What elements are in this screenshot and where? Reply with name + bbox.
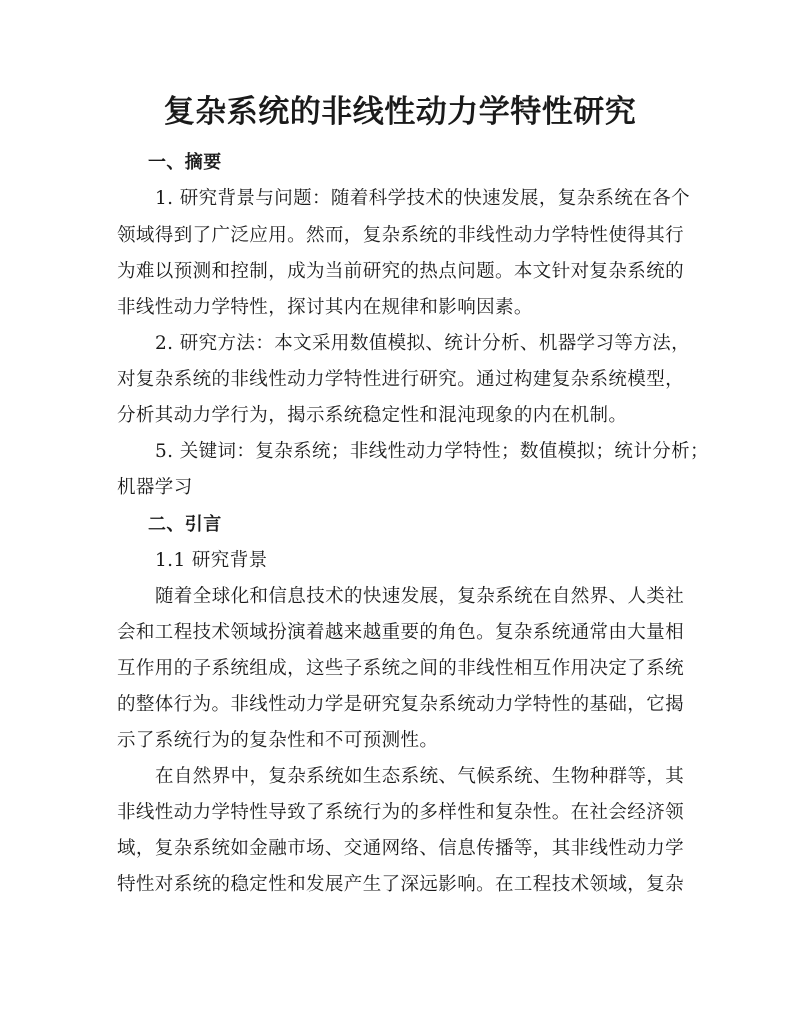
section-heading-intro: 二、引言 bbox=[148, 514, 222, 535]
abstract-p2-line: 2. 研究方法：本文采用数值模拟、统计分析、机器学习等方法， bbox=[155, 333, 691, 354]
keywords-line: 机器学习 bbox=[117, 477, 193, 498]
abstract-p1-line: 非线性动力学特性，探讨其内在规律和影响因素。 bbox=[117, 297, 533, 318]
subsection-heading: 1.1 研究背景 bbox=[155, 550, 268, 571]
abstract-p2-line: 分析其动力学行为，揭示系统稳定性和混沌现象的内在机制。 bbox=[117, 405, 628, 426]
intro-p1-line: 的整体行为。非线性动力学是研究复杂系统动力学特性的基础，它揭 bbox=[117, 694, 685, 715]
section-heading-abstract: 一、摘要 bbox=[148, 152, 222, 173]
intro-p1-line: 互作用的子系统组成，这些子系统之间的非线性相互作用决定了系统 bbox=[117, 658, 685, 679]
intro-p2-line: 域，复杂系统如金融市场、交通网络、信息传播等，其非线性动力学 bbox=[117, 838, 685, 859]
intro-p1-line: 示了系统行为的复杂性和不可预测性。 bbox=[117, 730, 439, 751]
abstract-p1-line: 为难以预测和控制，成为当前研究的热点问题。本文针对复杂系统的 bbox=[117, 261, 685, 282]
abstract-p1-line: 领域得到了广泛应用。然而，复杂系统的非线性动力学特性使得其行 bbox=[117, 225, 685, 246]
intro-p2-line: 非线性动力学特性导致了系统行为的多样性和复杂性。在社会经济领 bbox=[117, 802, 685, 823]
keywords-line: 5. 关键词：复杂系统；非线性动力学特性；数值模拟；统计分析； bbox=[155, 441, 709, 462]
intro-p1-line: 随着全球化和信息技术的快速发展，复杂系统在自然界、人类社 bbox=[155, 586, 685, 607]
document-title: 复杂系统的非线性动力学特性研究 bbox=[163, 94, 637, 130]
intro-p2-line: 在自然界中，复杂系统如生态系统、气候系统、生物种群等，其 bbox=[155, 766, 685, 787]
intro-p2-line: 特性对系统的稳定性和发展产生了深远影响。在工程技术领域，复杂 bbox=[117, 874, 685, 895]
abstract-p1-line: 1. 研究背景与问题：随着科学技术的快速发展，复杂系统在各个 bbox=[155, 188, 691, 209]
abstract-p2-line: 对复杂系统的非线性动力学特性进行研究。通过构建复杂系统模型， bbox=[117, 369, 685, 390]
intro-p1-line: 会和工程技术领域扮演着越来越重要的角色。复杂系统通常由大量相 bbox=[117, 622, 685, 643]
